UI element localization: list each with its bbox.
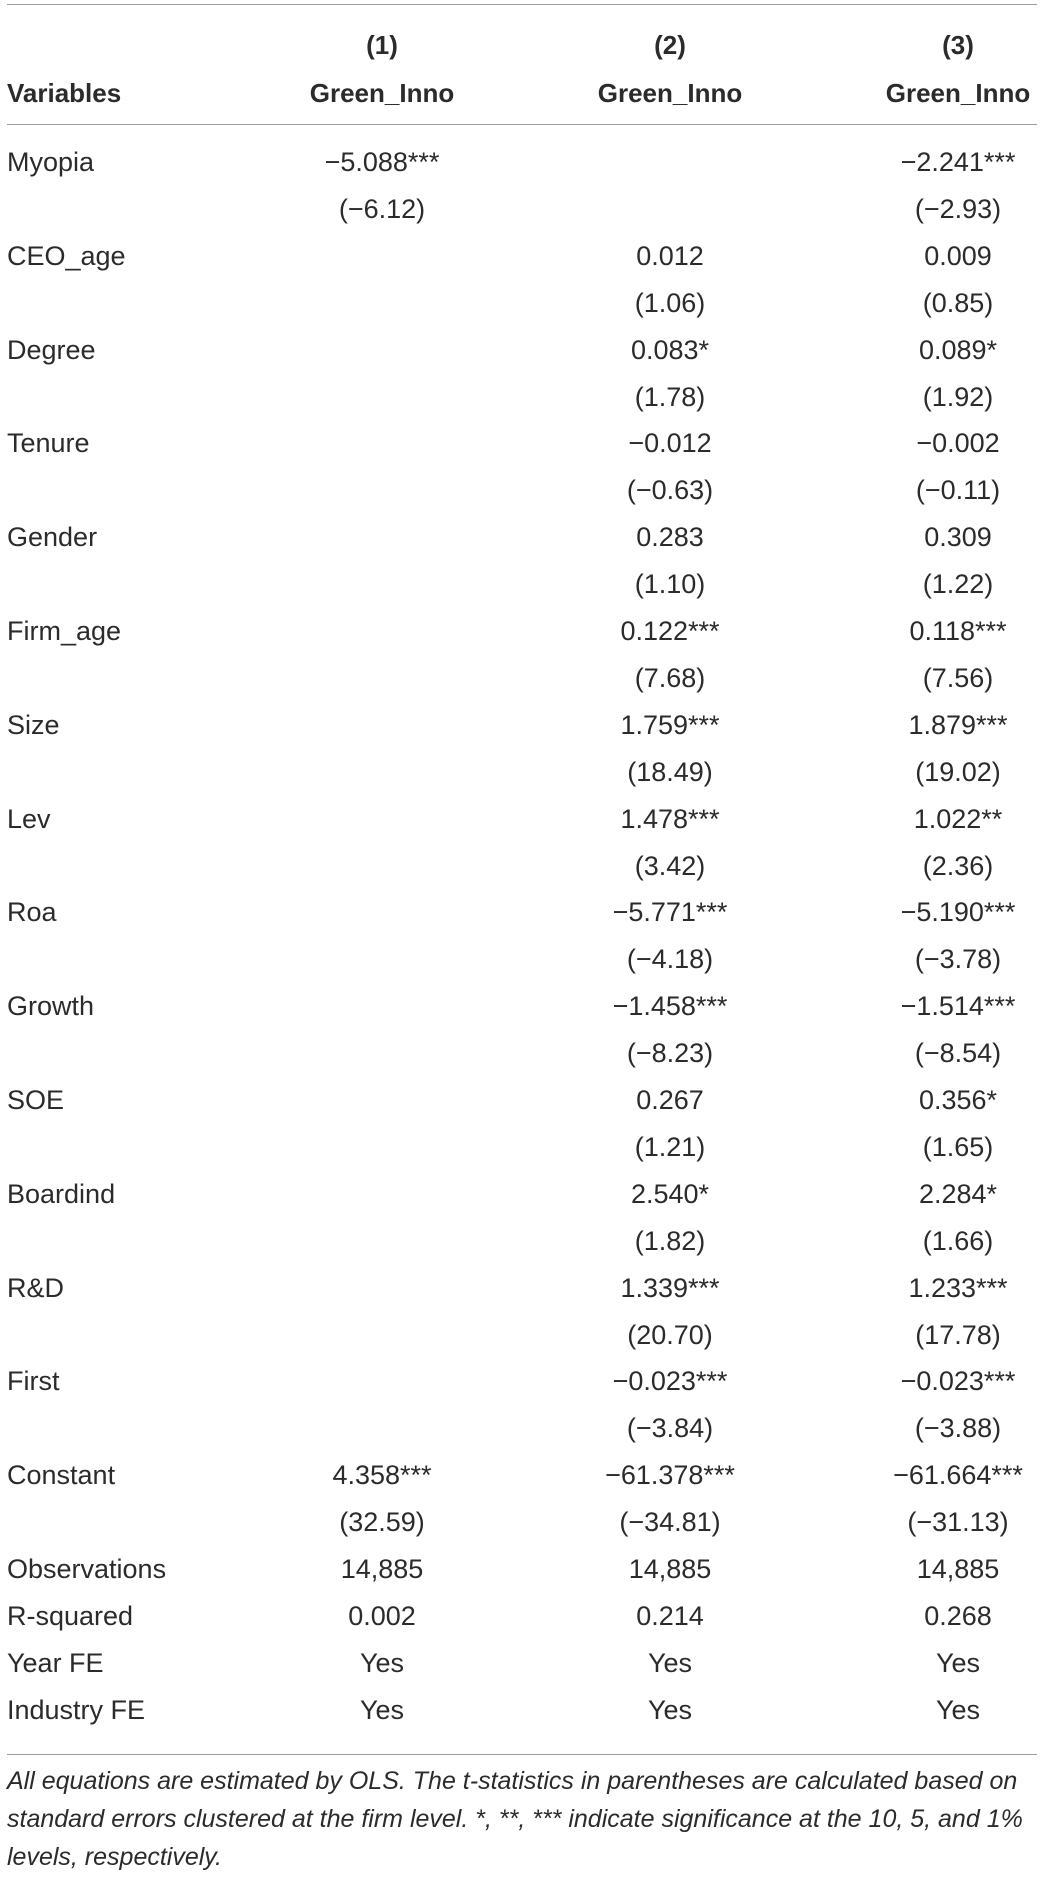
table-row	[7, 608, 1037, 654]
col-3-value: 0.268	[924, 1600, 992, 1631]
col-2-value: Yes	[647, 1694, 693, 1725]
table-row	[7, 139, 1037, 185]
row-label: CEO_age	[7, 240, 126, 271]
col-3-value: (1.66)	[922, 1225, 994, 1256]
table-row	[7, 749, 1037, 795]
col-1-value	[232, 702, 532, 748]
col-1-value	[232, 1405, 532, 1451]
table-row	[7, 1640, 1037, 1686]
table-row	[7, 1171, 1037, 1217]
col-2-value: (7.68)	[634, 662, 706, 693]
col-3-value: 1.022**	[913, 803, 1003, 834]
col-1-value: 14,885	[340, 1554, 424, 1584]
col-3-value: (−3.88)	[914, 1413, 1002, 1444]
row-label: SOE	[7, 1085, 65, 1115]
col-1-value	[232, 655, 532, 701]
col-3-value: 1.879***	[908, 709, 1008, 740]
col-1-value: −5.088***	[324, 147, 440, 177]
col-1-value	[232, 983, 532, 1029]
col-3-value: Yes	[935, 1647, 981, 1678]
row-label: Size	[7, 709, 60, 740]
col-3-value: 0.309	[924, 522, 992, 553]
col-1-value	[232, 749, 532, 795]
col-3-value: Yes	[935, 1694, 981, 1725]
col-1-value	[232, 608, 532, 654]
col-2-value: (3.42)	[634, 850, 706, 881]
col-2-value: 1.339***	[620, 1272, 720, 1303]
col-1-value	[232, 467, 532, 513]
col-3-value: (−3.78)	[914, 944, 1002, 975]
row-label: Firm_age	[7, 616, 122, 646]
col-1-value: Yes	[359, 1647, 405, 1678]
col-3-value: (−0.11)	[915, 475, 1001, 506]
table-row	[7, 1546, 1037, 1592]
col-3-value: 0.356*	[918, 1085, 998, 1115]
col-1-value	[232, 889, 532, 935]
col-2-value: (−0.63)	[626, 475, 714, 506]
col-1-value	[232, 233, 532, 279]
col-3-value: (17.78)	[915, 1319, 1001, 1350]
col-3-value: (0.85)	[922, 287, 994, 318]
col-2-value: 1.759***	[620, 709, 720, 740]
col-1-value	[232, 1030, 532, 1076]
row-label: Tenure	[7, 428, 90, 459]
table-row	[7, 983, 1037, 1029]
table-row	[7, 1687, 1037, 1733]
col-2-value	[520, 139, 820, 185]
col-1-value	[232, 843, 532, 889]
col-2-value: −5.771***	[612, 897, 728, 928]
table-row	[7, 1452, 1037, 1498]
col-3-value: 2.284*	[918, 1178, 998, 1209]
col-2-value: (1.78)	[634, 381, 706, 412]
col-2-value: (1.82)	[634, 1225, 706, 1256]
table-row	[7, 280, 1037, 326]
table-row	[7, 1218, 1037, 1264]
col-1-value: (−6.12)	[338, 193, 426, 224]
col-1-value	[232, 327, 532, 373]
col-3-number: (3)	[942, 30, 974, 60]
col-3-value: 1.233***	[908, 1272, 1008, 1303]
col-2-value: −0.012	[628, 428, 712, 459]
col-2-header: Green_Inno	[597, 78, 743, 108]
table-row	[7, 936, 1037, 982]
col-1-value	[232, 280, 532, 326]
col-1-value	[232, 1358, 532, 1404]
col-2-value: 2.540*	[630, 1178, 710, 1209]
table-row	[7, 655, 1037, 701]
col-2-value: −61.378***	[605, 1460, 735, 1491]
col-2-value: (1.06)	[634, 287, 706, 318]
table-footnote: All equations are estimated by OLS. The t-statistics in parentheses are calculated based on standard errors clustered at the firm level. *, **, *** indicate significance at the 10, 5, and 1% levels, respectively.	[7, 1767, 1023, 1871]
table-row	[7, 1593, 1037, 1639]
table-row	[7, 233, 1037, 279]
table-row	[7, 796, 1037, 842]
col-1-value	[232, 1312, 532, 1358]
col-3-header: Green_Inno	[885, 78, 1031, 108]
col-2-value: −1.458***	[612, 991, 728, 1022]
row-label: Gender	[7, 522, 98, 553]
col-2-value: 14,885	[628, 1554, 712, 1584]
col-2-value: 0.283	[636, 522, 704, 553]
col-2-value: 0.214	[636, 1600, 704, 1631]
header-label-row	[7, 70, 1037, 116]
col-1-value	[232, 1265, 532, 1311]
col-1-header: Green_Inno	[309, 78, 455, 108]
col-2-value: (−4.18)	[626, 944, 714, 975]
row-label: R&D	[7, 1272, 65, 1303]
row-label: Myopia	[7, 147, 95, 177]
table-row	[7, 1077, 1037, 1123]
col-3-value: −1.514***	[900, 991, 1016, 1022]
table-row	[7, 420, 1037, 466]
col-3-value: −0.002	[916, 428, 1000, 459]
variables-header: Variables	[7, 78, 122, 108]
col-1-value: 0.002	[348, 1600, 416, 1631]
row-label: Growth	[7, 991, 95, 1022]
table-row	[7, 186, 1037, 232]
col-3-value: −2.241***	[900, 147, 1016, 177]
col-3-value: (−8.54)	[914, 1038, 1002, 1069]
table-row	[7, 1265, 1037, 1311]
col-1-value	[232, 420, 532, 466]
table-row	[7, 889, 1037, 935]
row-label: Year FE	[7, 1647, 104, 1678]
table-row	[7, 1312, 1037, 1358]
col-3-value: (2.36)	[922, 850, 994, 881]
col-3-value: (1.22)	[922, 569, 994, 600]
col-3-value: (7.56)	[922, 662, 994, 693]
col-1-value	[232, 1077, 532, 1123]
row-label: Constant	[7, 1460, 116, 1491]
col-2-number: (2)	[654, 30, 686, 60]
col-3-value: −61.664***	[893, 1460, 1023, 1491]
col-3-value: 0.118***	[909, 616, 1007, 646]
col-2-value: 0.267	[636, 1085, 704, 1115]
row-label: Degree	[7, 334, 96, 365]
col-2-value: Yes	[647, 1647, 693, 1678]
table-row	[7, 702, 1037, 748]
col-1-value	[232, 1171, 532, 1217]
table-row	[7, 374, 1037, 420]
col-2-value: (20.70)	[627, 1319, 713, 1350]
col-2-value: (18.49)	[627, 756, 713, 787]
bottom-rule	[7, 1754, 1037, 1755]
table-row	[7, 327, 1037, 373]
row-label: Roa	[7, 897, 57, 928]
col-1-value	[232, 374, 532, 420]
col-2-value: 1.478***	[620, 803, 720, 834]
col-3-value: (1.65)	[922, 1131, 994, 1162]
col-3-value: 0.009	[924, 240, 992, 271]
table-row	[7, 467, 1037, 513]
col-1-value	[232, 561, 532, 607]
table-row	[7, 1499, 1037, 1545]
col-2-value	[520, 186, 820, 232]
col-2-value: (−8.23)	[626, 1038, 714, 1069]
col-1-value	[232, 796, 532, 842]
col-2-value: (1.21)	[634, 1131, 706, 1162]
table-row	[7, 1405, 1037, 1451]
header-rule	[7, 124, 1037, 125]
col-1-value: Yes	[359, 1694, 405, 1725]
col-2-value: −0.023***	[612, 1366, 728, 1397]
col-3-value: (−2.93)	[914, 193, 1002, 224]
col-1-value: 4.358***	[332, 1460, 432, 1491]
col-3-value: −0.023***	[900, 1366, 1016, 1397]
col-2-value: 0.083*	[630, 334, 710, 365]
header-number-row	[7, 22, 1037, 68]
col-3-value: (19.02)	[915, 756, 1001, 787]
table-row	[7, 514, 1037, 560]
top-rule	[7, 4, 1037, 5]
col-3-value: 14,885	[916, 1554, 1000, 1584]
col-3-value: (1.92)	[922, 381, 994, 412]
row-label: Industry FE	[7, 1694, 146, 1725]
col-1-value	[232, 514, 532, 560]
col-2-value: (−34.81)	[619, 1507, 721, 1538]
table-row	[7, 1030, 1037, 1076]
col-1-number: (1)	[366, 30, 398, 60]
table-row	[7, 1358, 1037, 1404]
col-3-value: (−31.13)	[907, 1507, 1009, 1538]
row-label: Observations	[7, 1554, 167, 1584]
table-row	[7, 1124, 1037, 1170]
col-1-value	[232, 936, 532, 982]
col-2-value: 0.012	[636, 240, 704, 271]
col-1-value: (32.59)	[339, 1507, 425, 1538]
col-1-value	[232, 1124, 532, 1170]
row-label: Boardind	[7, 1178, 116, 1209]
row-label: R-squared	[7, 1600, 134, 1631]
col-2-value: (1.10)	[634, 569, 706, 600]
row-label: Lev	[7, 803, 51, 834]
col-2-value: (−3.84)	[626, 1413, 714, 1444]
col-2-value: 0.122***	[620, 616, 720, 646]
table-row	[7, 561, 1037, 607]
row-label: First	[7, 1366, 60, 1397]
col-1-value	[232, 1218, 532, 1264]
table-row	[7, 843, 1037, 889]
col-3-value: −5.190***	[900, 897, 1016, 928]
col-3-value: 0.089*	[918, 334, 998, 365]
